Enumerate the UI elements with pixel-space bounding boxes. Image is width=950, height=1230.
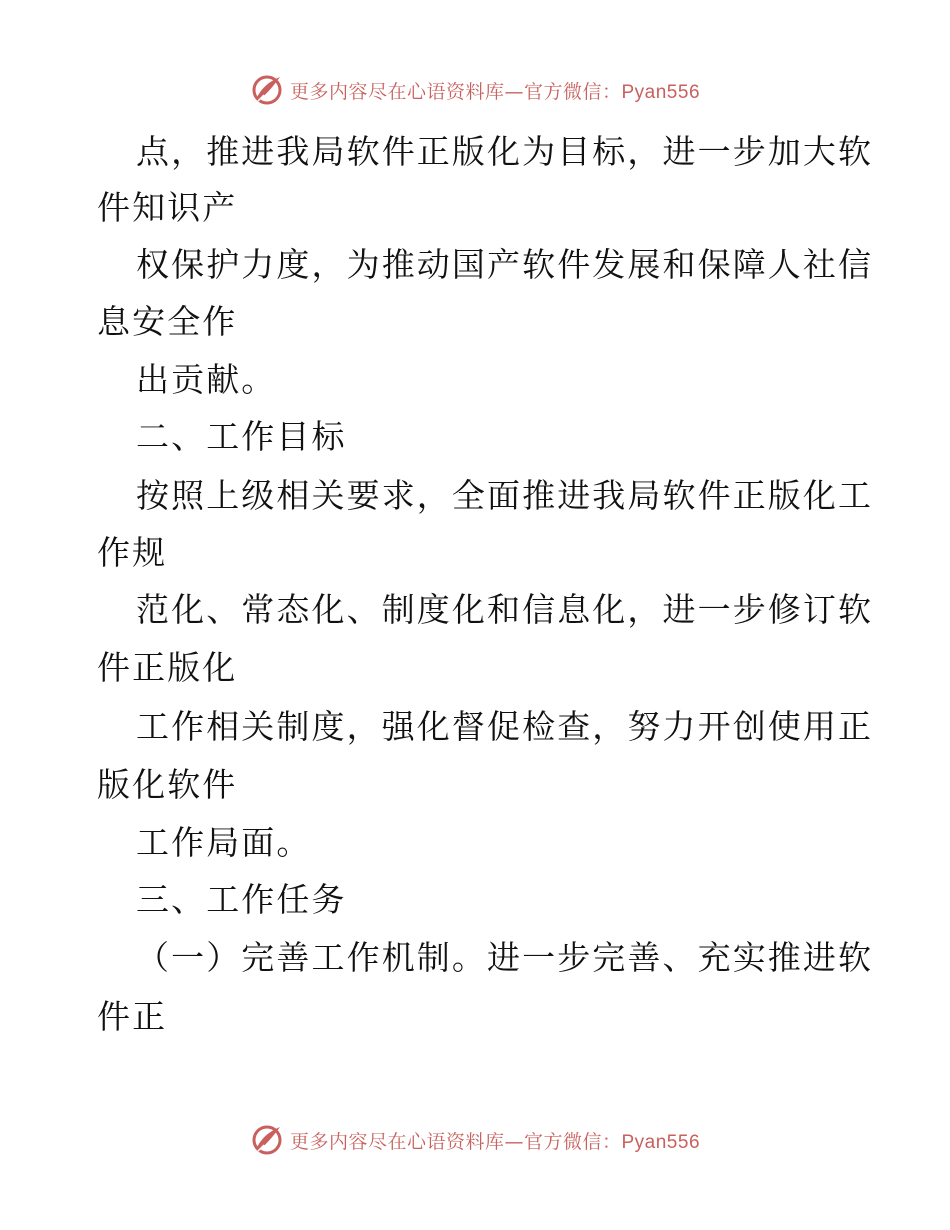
watermark-brand: 更多内容尽在心语资料库—官方微信： bbox=[289, 80, 622, 103]
paragraph-line: 按照上级相关要求，全面推进我局软件正版化工 bbox=[136, 476, 874, 515]
paragraph-line: 件正 bbox=[97, 997, 168, 1036]
watermark-brand: 更多内容尽在心语资料库—官方微信： bbox=[289, 1130, 622, 1153]
quill-pen-logo-icon bbox=[250, 1123, 284, 1157]
paragraph-line: 权保护力度，为推动国产软件发展和保障人社信 bbox=[136, 245, 874, 284]
paragraph-line: 件正版化 bbox=[97, 648, 238, 687]
paragraph-line: 息安全作 bbox=[97, 302, 238, 341]
paragraph-line: 工作相关制度，强化督促检查，努力开创使用正 bbox=[136, 707, 874, 746]
header-watermark bbox=[0, 70, 950, 110]
watermark-text bbox=[290, 1127, 700, 1154]
watermark-text bbox=[290, 77, 700, 104]
watermark-account: Pyan556 bbox=[621, 81, 701, 103]
watermark-account: Pyan556 bbox=[621, 1131, 701, 1153]
paragraph-line: 范化、常态化、制度化和信息化，进一步修订软 bbox=[136, 590, 874, 629]
section-heading: 二、工作目标 bbox=[136, 417, 347, 456]
paragraph-line: 出贡献。 bbox=[136, 360, 277, 399]
paragraph-line: 作规 bbox=[97, 533, 168, 572]
paragraph-line: 点，推进我局软件正版化为目标，进一步加大软 bbox=[136, 132, 874, 171]
paragraph-line: 件知识产 bbox=[97, 188, 238, 227]
paragraph-line: 工作局面。 bbox=[136, 823, 312, 862]
quill-pen-logo-icon bbox=[250, 73, 284, 107]
footer-watermark bbox=[0, 1120, 950, 1160]
paragraph-line: 版化软件 bbox=[97, 765, 238, 804]
paragraph-line: （一）完善工作机制。进一步完善、充实推进软 bbox=[136, 938, 874, 977]
section-heading: 三、工作任务 bbox=[136, 880, 347, 919]
